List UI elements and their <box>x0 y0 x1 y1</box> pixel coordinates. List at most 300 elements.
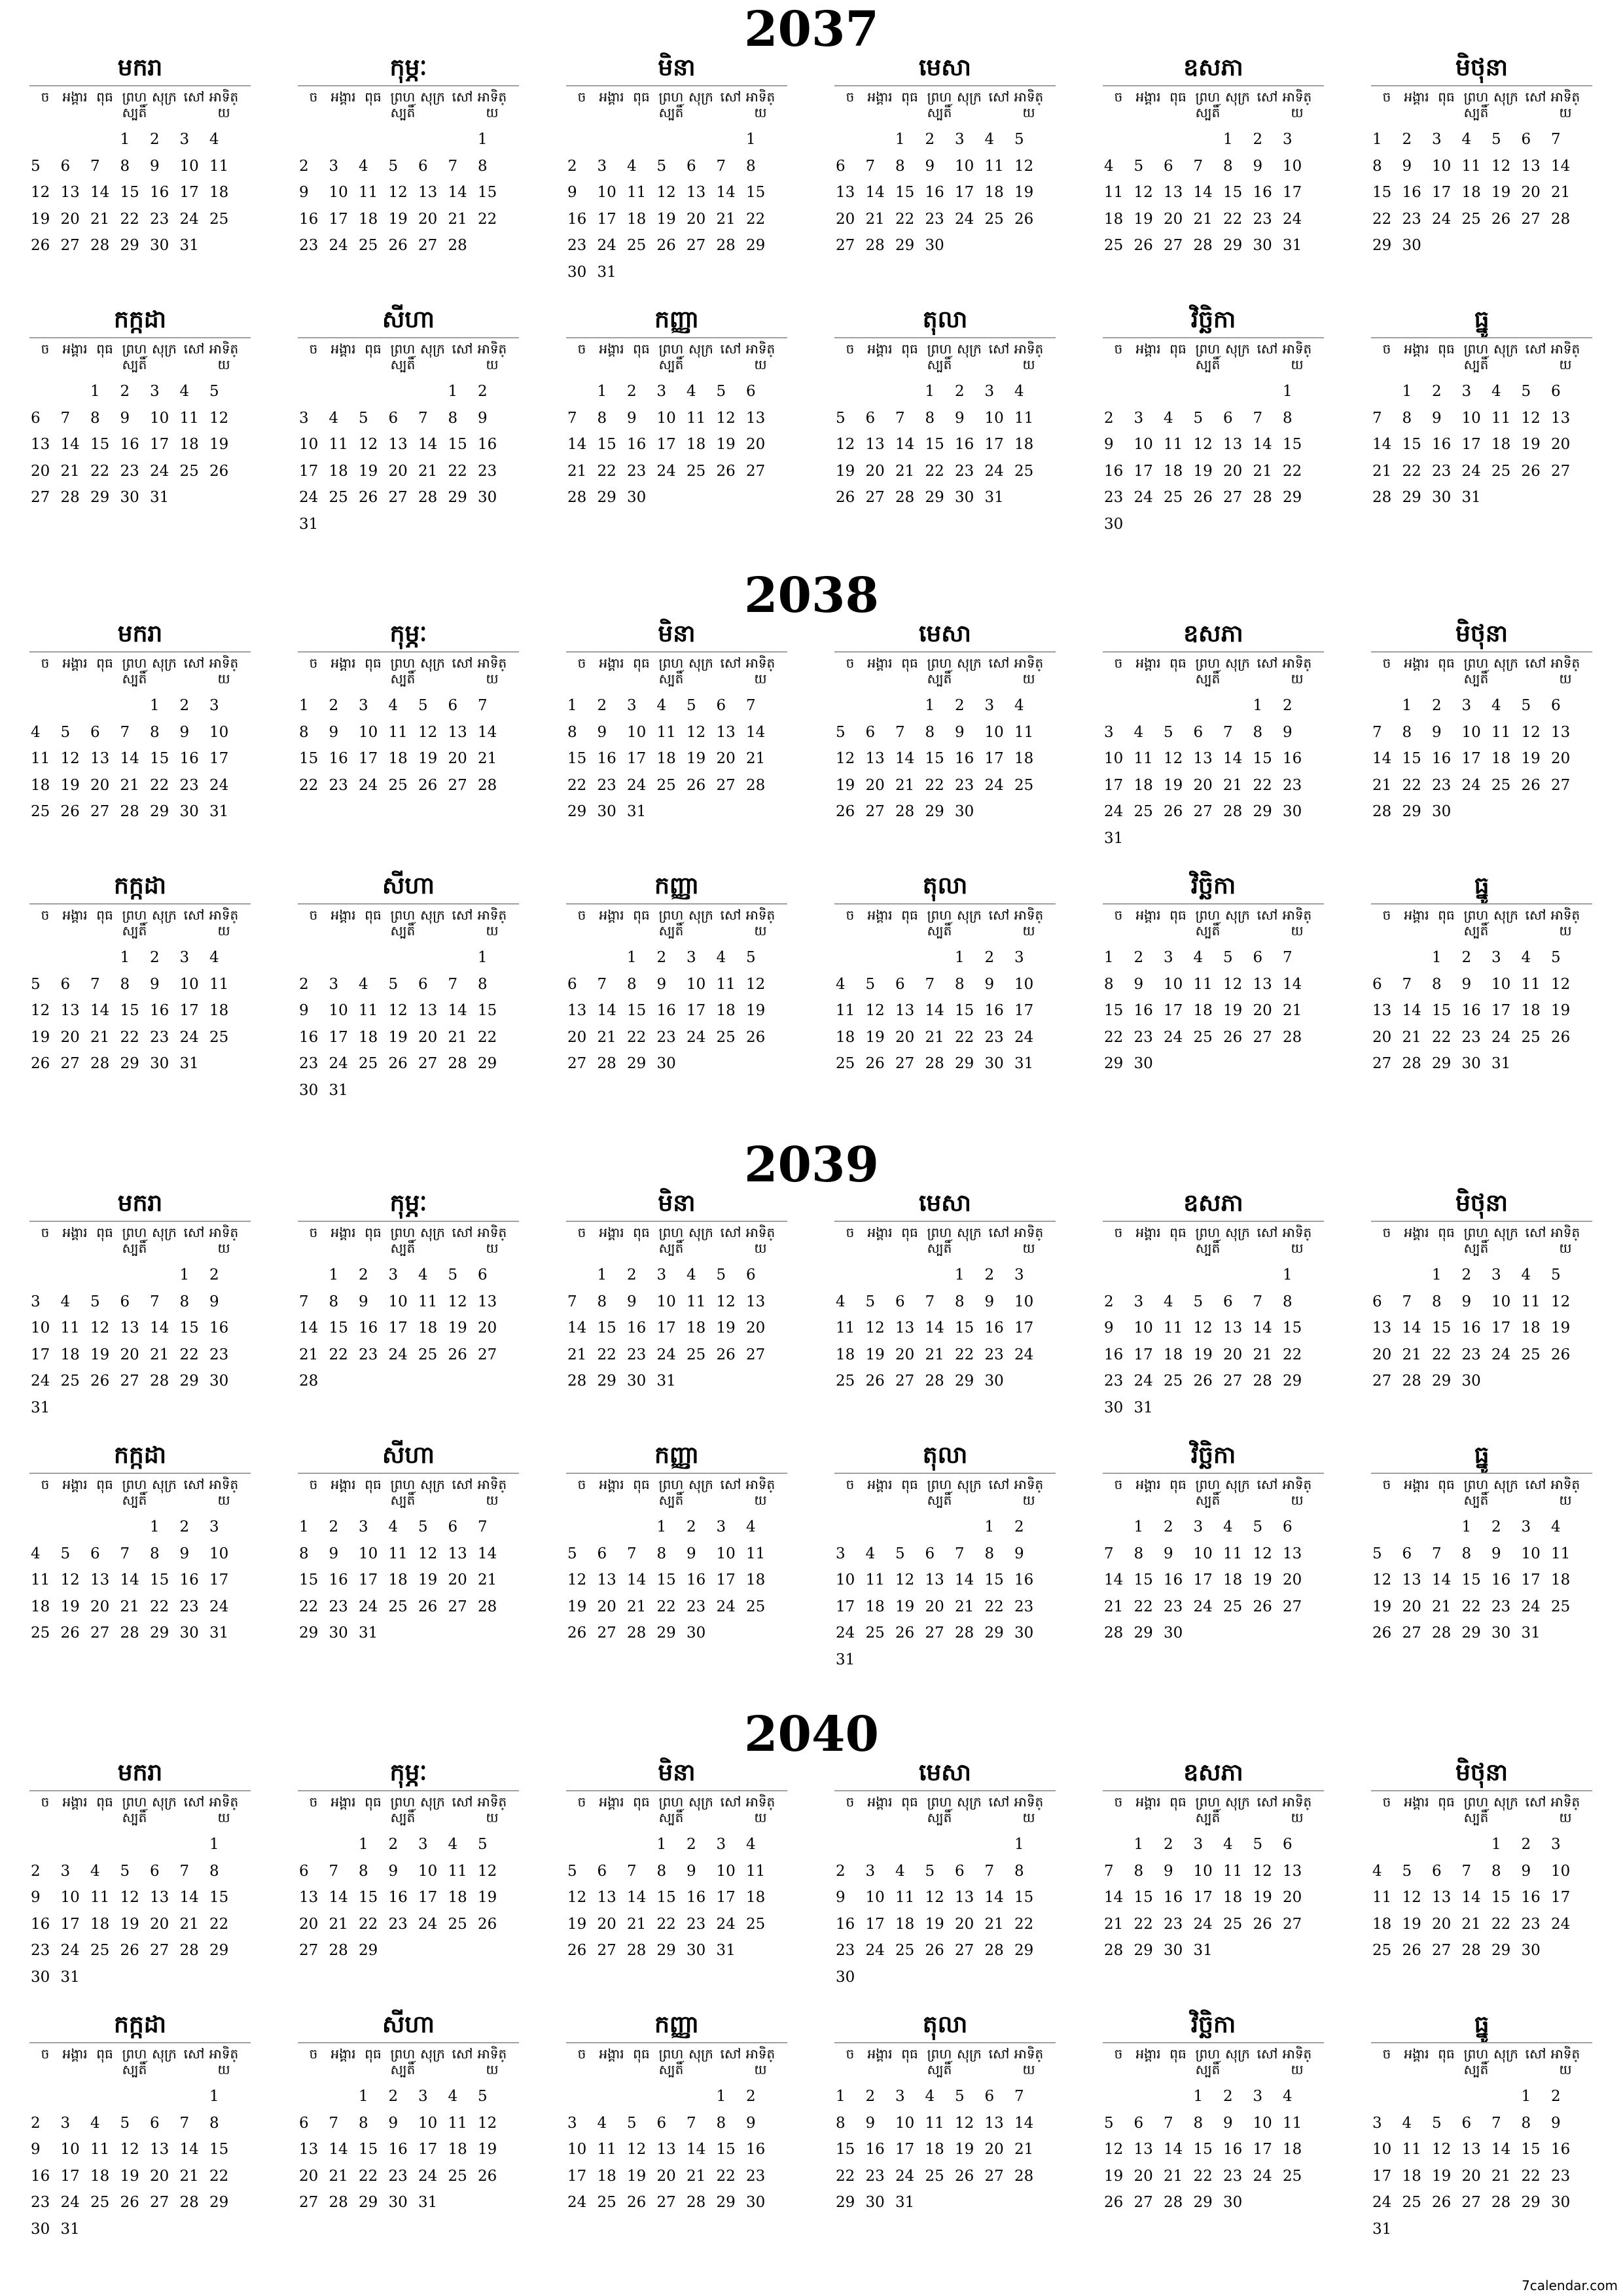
weekday-label: អាទិត្យ <box>1014 655 1044 687</box>
day-cell: 7 <box>1551 131 1561 148</box>
day-cell: 8 <box>925 723 935 741</box>
month-divider <box>29 1221 251 1222</box>
day-cell: 5 <box>120 2114 130 2132</box>
weekday-label: អាទិត្យ <box>1282 2046 1312 2077</box>
weekday-label: សុក្រ <box>688 341 713 357</box>
day-cell: 30 <box>1402 237 1421 254</box>
day-cell: 29 <box>1193 2194 1213 2211</box>
day-cell: 11 <box>1193 975 1213 993</box>
day-cell: 16 <box>1521 1889 1541 1906</box>
day-cell: 4 <box>1402 2114 1412 2132</box>
day-cell: 5 <box>865 1293 876 1310</box>
weekday-label: សុក្រ <box>1493 907 1518 923</box>
day-cell: 31 <box>60 2220 80 2238</box>
day-cell: 18 <box>656 750 676 767</box>
day-cell: 7 <box>895 723 905 741</box>
day-cell: 10 <box>836 1571 855 1588</box>
day-cell: 28 <box>120 1624 139 1641</box>
day-cell: 12 <box>955 2114 974 2132</box>
day-cell: 20 <box>1432 1915 1452 1933</box>
day-cell: 17 <box>687 1002 706 1019</box>
day-cell: 13 <box>1521 157 1541 175</box>
day-cell: 4 <box>90 2114 100 2132</box>
day-cell: 19 <box>1491 184 1511 201</box>
day-cell: 27 <box>895 1372 915 1390</box>
month-block <box>1103 52 1324 301</box>
day-cell: 1 <box>1133 1518 1144 1535</box>
day-cell: 8 <box>925 409 935 427</box>
day-cell: 12 <box>925 1889 944 1906</box>
day-cell: 18 <box>90 2167 110 2185</box>
day-cell: 30 <box>687 1942 706 1959</box>
day-cell: 11 <box>687 1293 706 1310</box>
day-cell: 12 <box>1193 1319 1213 1336</box>
day-cell: 16 <box>687 1889 706 1906</box>
day-cell: 14 <box>120 1571 139 1588</box>
day-cell: 3 <box>597 157 607 175</box>
day-cell: 14 <box>60 436 80 453</box>
day-cell: 17 <box>1491 1002 1511 1019</box>
month-name: សីហា <box>382 306 435 333</box>
day-cell: 29 <box>1283 489 1302 506</box>
day-cell: 15 <box>1193 2141 1213 2158</box>
weekday-label: អង្គារ <box>599 1794 624 1810</box>
month-divider <box>566 1473 787 1474</box>
day-cell: 7 <box>1253 1293 1263 1310</box>
day-cell: 12 <box>1551 1293 1571 1310</box>
day-cell: 20 <box>1551 436 1571 453</box>
weekday-label: សៅ <box>720 1225 741 1240</box>
month-divider <box>29 651 251 653</box>
day-cell: 12 <box>90 1319 110 1336</box>
day-cell: 29 <box>836 2194 855 2211</box>
day-cell: 2 <box>1491 1518 1501 1535</box>
day-cell: 4 <box>31 723 41 741</box>
day-cell: 8 <box>984 1545 995 1562</box>
weekday-label: ច <box>309 1477 318 1492</box>
day-cell: 14 <box>1491 2141 1511 2158</box>
day-cell: 13 <box>716 723 736 741</box>
day-cell: 2 <box>329 697 339 714</box>
day-cell: 20 <box>418 1028 438 1046</box>
day-cell: 27 <box>1193 803 1213 820</box>
weekday-label: ច <box>577 907 586 923</box>
day-cell: 5 <box>478 2088 488 2105</box>
day-cell: 27 <box>1164 237 1183 254</box>
day-cell: 20 <box>448 1571 467 1588</box>
day-cell: 26 <box>895 1624 915 1641</box>
day-cell: 14 <box>179 1889 199 1906</box>
day-cell: 15 <box>1432 1002 1452 1019</box>
day-cell: 27 <box>1372 1055 1392 1072</box>
day-cell: 9 <box>1164 1862 1173 1880</box>
day-cell: 28 <box>1402 1055 1421 1072</box>
day-cell: 29 <box>1253 803 1272 820</box>
day-cell: 19 <box>60 776 80 794</box>
month-divider <box>566 903 787 905</box>
day-cell: 10 <box>1521 1545 1541 1562</box>
day-cell: 27 <box>1461 2194 1481 2211</box>
weekday-label: ព្រហស្បតិ៍ <box>1195 2046 1221 2077</box>
day-cell: 24 <box>1461 462 1481 480</box>
day-cell: 10 <box>359 1545 378 1562</box>
day-cell: 21 <box>478 750 497 767</box>
day-cell: 1 <box>1283 383 1293 400</box>
day-cell: 21 <box>1253 1346 1272 1363</box>
day-cell: 4 <box>1521 1266 1531 1283</box>
weekday-label: អាទិត្យ <box>1014 1794 1044 1825</box>
day-cell: 9 <box>179 1545 190 1562</box>
weekday-label: ច <box>1114 907 1123 923</box>
weekday-label: ព្រហស្បតិ៍ <box>1195 341 1221 372</box>
day-cell: 8 <box>329 1293 339 1310</box>
day-cell: 13 <box>1551 723 1571 741</box>
day-cell: 19 <box>418 750 438 767</box>
month-name: តុលា <box>922 306 968 333</box>
day-cell: 27 <box>865 489 885 506</box>
day-cell: 2 <box>388 1836 399 1853</box>
weekday-label: អាទិត្យ <box>1550 1477 1580 1508</box>
weekday-label: អង្គារ <box>330 1794 356 1810</box>
day-cell: 28 <box>179 2194 199 2211</box>
weekday-label: ព្រហស្បតិ៍ <box>390 341 416 372</box>
day-cell: 7 <box>716 157 726 175</box>
month-block <box>1371 2009 1592 2258</box>
day-cell: 4 <box>716 949 726 966</box>
day-cell: 12 <box>388 184 408 201</box>
day-cell: 16 <box>1432 436 1452 453</box>
month-divider <box>298 903 519 905</box>
day-cell: 24 <box>179 1028 199 1046</box>
day-cell: 14 <box>687 2141 706 2158</box>
day-cell: 5 <box>1193 1293 1204 1310</box>
day-cell: 15 <box>1133 1571 1153 1588</box>
day-cell: 9 <box>31 2141 41 2158</box>
day-cell: 25 <box>31 803 50 820</box>
month-name: មេសា <box>919 1759 971 1786</box>
day-cell: 6 <box>1372 975 1382 993</box>
day-cell: 14 <box>1402 1002 1421 1019</box>
day-cell: 3 <box>418 2088 428 2105</box>
day-cell: 21 <box>478 1571 497 1588</box>
weekday-label: ពុធ <box>1438 1794 1455 1810</box>
month-name: មិនា <box>658 620 696 647</box>
day-cell: 9 <box>984 1293 995 1310</box>
day-cell: 18 <box>31 1598 50 1615</box>
day-cell: 4 <box>359 157 368 175</box>
day-cell: 25 <box>865 1624 885 1641</box>
weekday-label: សុក្រ <box>152 1477 177 1492</box>
day-cell: 1 <box>209 1836 219 1853</box>
day-cell: 3 <box>984 383 995 400</box>
day-cell: 22 <box>209 2167 229 2185</box>
day-cell: 1 <box>150 697 160 714</box>
weekday-label: អាទិត្យ <box>477 1794 507 1825</box>
day-cell: 22 <box>1432 1346 1452 1363</box>
day-cell: 30 <box>984 1055 1004 1072</box>
day-cell: 25 <box>746 1598 766 1615</box>
day-cell: 13 <box>746 1293 766 1310</box>
day-cell: 17 <box>1521 1571 1541 1588</box>
day-cell: 3 <box>1133 409 1144 427</box>
day-cell: 30 <box>1461 1055 1481 1072</box>
weekday-label: សុក្រ <box>1225 1794 1250 1810</box>
day-cell: 2 <box>359 1266 368 1283</box>
day-cell: 20 <box>150 1915 169 1933</box>
weekday-label: សៅ <box>183 1225 205 1240</box>
day-cell: 1 <box>1491 1836 1501 1853</box>
day-cell: 10 <box>1014 1293 1034 1310</box>
weekday-label: ព្រហស្បតិ៍ <box>122 1477 147 1508</box>
day-cell: 4 <box>1551 1518 1561 1535</box>
weekday-label: ពុធ <box>1438 89 1455 105</box>
day-cell: 6 <box>925 1545 935 1562</box>
day-cell: 15 <box>1402 750 1421 767</box>
weekday-label: ពុធ <box>901 1794 918 1810</box>
footer-credit[interactable]: 7calendar.com <box>1522 2278 1618 2293</box>
day-cell: 5 <box>865 975 876 993</box>
day-cell: 30 <box>329 1624 348 1641</box>
day-cell: 9 <box>627 1293 637 1310</box>
day-cell: 5 <box>1133 157 1144 175</box>
day-cell: 19 <box>1432 2167 1452 2185</box>
weekday-label: ព្រហស្បតិ៍ <box>927 1477 952 1508</box>
day-cell: 17 <box>388 1319 408 1336</box>
day-cell: 5 <box>1402 1862 1412 1880</box>
weekday-label: អាទិត្យ <box>1014 2046 1044 2077</box>
day-cell: 3 <box>179 131 190 148</box>
weekday-label: អាទិត្យ <box>1282 1225 1312 1256</box>
day-cell: 19 <box>1521 750 1541 767</box>
day-cell: 4 <box>209 131 219 148</box>
day-cell: 16 <box>1551 2141 1571 2158</box>
month-name: ធ្នូ <box>1474 2011 1489 2038</box>
day-cell: 9 <box>1164 1545 1173 1562</box>
day-cell: 29 <box>656 1624 676 1641</box>
day-cell: 22 <box>1283 1346 1302 1363</box>
weekday-label: សៅ <box>988 907 1010 923</box>
day-cell: 25 <box>1104 237 1124 254</box>
day-cell: 11 <box>179 409 199 427</box>
day-cell: 5 <box>418 1518 428 1535</box>
day-cell: 12 <box>1521 723 1541 741</box>
weekday-label: ព្រហស្បតិ៍ <box>927 1225 952 1256</box>
weekday-label: ព្រហស្បតិ៍ <box>1463 1225 1489 1256</box>
day-cell: 19 <box>627 2167 647 2185</box>
month-name: កក្កដា <box>114 872 166 899</box>
day-cell: 5 <box>388 157 399 175</box>
day-cell: 8 <box>448 409 458 427</box>
day-cell: 20 <box>299 2167 319 2185</box>
day-cell: 27 <box>299 1942 319 1959</box>
day-cell: 12 <box>716 409 736 427</box>
day-cell: 22 <box>567 776 587 794</box>
day-cell: 31 <box>984 489 1004 506</box>
day-cell: 24 <box>150 462 169 480</box>
day-cell: 20 <box>1372 1028 1392 1046</box>
day-cell: 28 <box>1253 489 1272 506</box>
weekday-label: សៅ <box>452 907 473 923</box>
weekday-label: ច <box>41 907 50 923</box>
day-cell: 1 <box>1223 131 1233 148</box>
day-cell: 19 <box>1402 1915 1421 1933</box>
day-cell: 29 <box>656 1942 676 1959</box>
day-cell: 13 <box>150 2141 169 2158</box>
day-cell: 4 <box>627 157 637 175</box>
weekday-label: អាទិត្យ <box>1550 341 1580 372</box>
weekday-label: សុក្រ <box>420 1794 445 1810</box>
day-cell: 15 <box>836 2141 855 2158</box>
day-cell: 29 <box>627 1055 647 1072</box>
day-cell: 3 <box>209 1518 219 1535</box>
day-cell: 22 <box>1014 1915 1034 1933</box>
month-name: ឧសភា <box>1183 54 1243 81</box>
day-cell: 18 <box>329 462 348 480</box>
day-cell: 5 <box>1521 383 1531 400</box>
month-name: មិនា <box>658 1759 696 1786</box>
weekday-label: ពុធ <box>1438 655 1455 671</box>
weekday-label: អាទិត្យ <box>745 1477 776 1508</box>
day-cell: 24 <box>418 2167 438 2185</box>
weekday-label: ព្រហស្បតិ៍ <box>658 1225 684 1256</box>
weekday-label: សៅ <box>452 89 473 105</box>
day-cell: 2 <box>627 1266 637 1283</box>
day-cell: 7 <box>1253 409 1263 427</box>
weekday-label: អង្គារ <box>1135 907 1161 923</box>
day-cell: 22 <box>656 1598 676 1615</box>
day-cell: 26 <box>120 2194 139 2211</box>
day-cell: 4 <box>1372 1862 1382 1880</box>
day-cell: 13 <box>1402 1571 1421 1588</box>
month-block <box>1371 870 1592 1119</box>
day-cell: 4 <box>1164 1293 1173 1310</box>
day-cell: 9 <box>388 2114 399 2132</box>
day-cell: 28 <box>1402 1372 1421 1390</box>
weekday-label: សៅ <box>183 2046 205 2062</box>
day-cell: 1 <box>179 1266 190 1283</box>
day-cell: 26 <box>567 1942 587 1959</box>
day-cell: 6 <box>865 409 876 427</box>
weekday-label: ពុធ <box>365 1794 382 1810</box>
day-cell: 21 <box>627 1915 647 1933</box>
day-cell: 25 <box>1491 776 1511 794</box>
day-cell: 25 <box>597 2194 616 2211</box>
weekday-label: សុក្រ <box>152 655 177 671</box>
day-cell: 28 <box>329 1942 348 1959</box>
day-cell: 11 <box>90 1889 110 1906</box>
day-cell: 1 <box>1014 1836 1024 1853</box>
day-cell: 16 <box>1283 750 1302 767</box>
day-cell: 31 <box>836 1651 855 1668</box>
day-cell: 2 <box>1253 131 1263 148</box>
month-name: ឧសភា <box>1183 1190 1243 1217</box>
day-cell: 21 <box>567 1346 587 1363</box>
day-cell: 29 <box>567 803 587 820</box>
day-cell: 27 <box>1223 1372 1243 1390</box>
weekday-label: ព្រហស្បតិ៍ <box>658 907 684 939</box>
day-cell: 23 <box>656 1028 676 1046</box>
day-cell: 2 <box>209 1266 219 1283</box>
day-cell: 29 <box>179 1372 199 1390</box>
weekday-label: ពុធ <box>1438 1225 1455 1240</box>
day-cell: 27 <box>716 776 736 794</box>
day-cell: 12 <box>1432 2141 1452 2158</box>
weekday-label: អាទិត្យ <box>209 1794 239 1825</box>
day-cell: 12 <box>359 436 378 453</box>
day-cell: 11 <box>209 157 229 175</box>
month-divider <box>1371 1790 1592 1791</box>
day-cell: 14 <box>746 723 766 741</box>
day-cell: 28 <box>179 1942 199 1959</box>
day-cell: 22 <box>656 1915 676 1933</box>
day-cell: 6 <box>1402 1545 1412 1562</box>
day-cell: 1 <box>329 1266 339 1283</box>
day-cell: 17 <box>1193 1889 1213 1906</box>
day-cell: 23 <box>984 1346 1004 1363</box>
day-cell: 10 <box>1104 750 1124 767</box>
day-cell: 19 <box>388 210 408 228</box>
day-cell: 7 <box>478 1518 488 1535</box>
day-cell: 25 <box>209 210 229 228</box>
day-cell: 23 <box>1461 1028 1481 1046</box>
day-cell: 8 <box>1223 157 1233 175</box>
day-cell: 14 <box>1014 2114 1034 2132</box>
day-cell: 11 <box>388 1545 408 1562</box>
day-cell: 28 <box>895 489 915 506</box>
month-block <box>1371 619 1592 867</box>
day-cell: 12 <box>388 1002 408 1019</box>
day-cell: 22 <box>90 462 110 480</box>
day-cell: 28 <box>1283 1028 1302 1046</box>
day-cell: 20 <box>895 1346 915 1363</box>
day-cell: 8 <box>299 723 309 741</box>
day-cell: 26 <box>1164 803 1183 820</box>
weekday-label: សៅ <box>1525 1794 1546 1810</box>
month-block <box>834 1440 1056 1689</box>
day-cell: 23 <box>299 1055 319 1072</box>
weekday-label: ច <box>846 1477 855 1492</box>
day-cell: 20 <box>746 1319 766 1336</box>
day-cell: 23 <box>359 1346 378 1363</box>
day-cell: 22 <box>984 1598 1004 1615</box>
day-cell: 24 <box>1491 1346 1511 1363</box>
month-name: កញ្ញា <box>654 872 699 899</box>
day-cell: 14 <box>90 184 110 201</box>
day-cell: 20 <box>716 750 736 767</box>
day-cell: 1 <box>1402 383 1412 400</box>
day-cell: 24 <box>60 1942 80 1959</box>
day-cell: 1 <box>1133 1836 1144 1853</box>
weekday-label: ព្រហស្បតិ៍ <box>1463 1794 1489 1825</box>
weekday-label: អាទិត្យ <box>1550 907 1580 939</box>
month-block <box>566 1188 787 1437</box>
day-cell: 17 <box>656 436 676 453</box>
weekday-label: ច <box>577 1477 586 1492</box>
day-cell: 8 <box>359 2114 368 2132</box>
weekday-label: ព្រហស្បតិ៍ <box>390 89 416 120</box>
weekday-label: ពុធ <box>365 907 382 923</box>
day-cell: 17 <box>1551 1889 1571 1906</box>
day-cell: 11 <box>895 1889 915 1906</box>
day-cell: 19 <box>1193 462 1213 480</box>
weekday-label: អង្គារ <box>867 655 893 671</box>
weekday-label: ពុធ <box>1169 1225 1186 1240</box>
day-cell: 30 <box>567 263 587 281</box>
weekday-label: អាទិត្យ <box>1014 1477 1044 1508</box>
day-cell: 1 <box>1283 1266 1293 1283</box>
day-cell: 6 <box>746 383 756 400</box>
weekday-label: អង្គារ <box>1135 1225 1161 1240</box>
